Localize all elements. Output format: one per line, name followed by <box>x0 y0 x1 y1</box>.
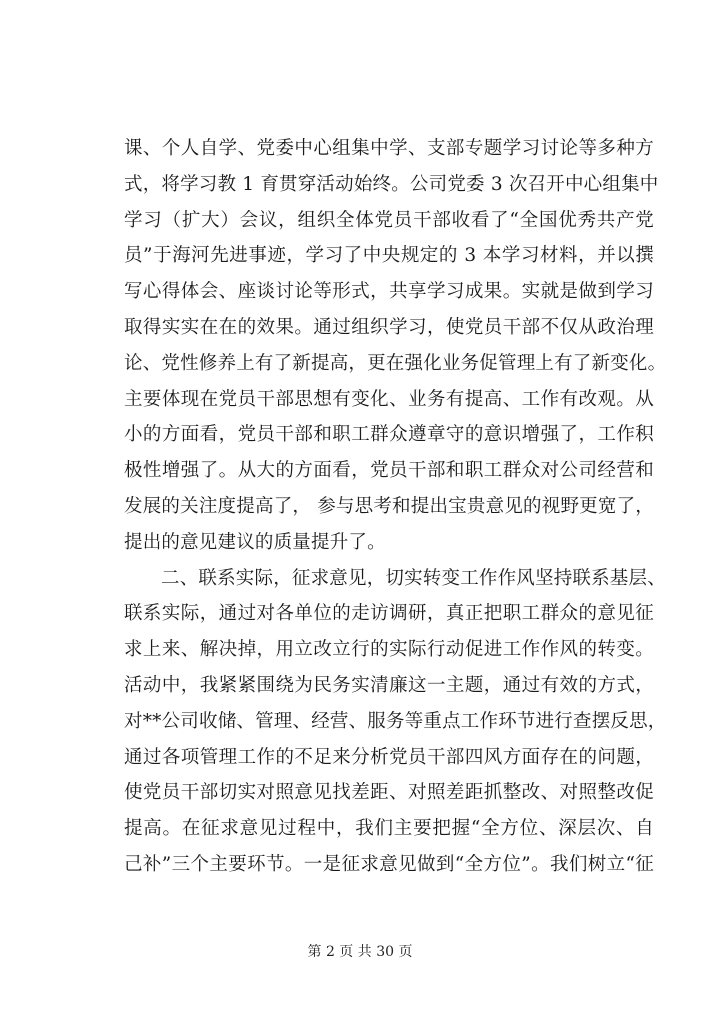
text-line: 小的方面看，党员干部和职工群众遵章守的意识增强了，工作积 <box>124 424 654 446</box>
text-line: 己补”三个主要环节。一是征求意见做到“全方位”。我们树立“征 <box>124 853 654 875</box>
page-footer: 第 2 页 共 30 页 <box>307 944 413 960</box>
text-line: 写心得体会、座谈讨论等形式，共享学习成果。实就是做到学习 <box>124 281 654 303</box>
text-line: 主要体现在党员干部思想有变化、业务有提高、工作有改观。从 <box>124 388 654 410</box>
text-line: 求上来、解决掉，用立改立行的实际行动促进工作作风的转变。 <box>124 639 654 661</box>
body-text <box>124 131 667 883</box>
text-line: 通过各项管理工作的不足来分析党员干部四风方面存在的问题， <box>124 746 654 768</box>
text-line: 对**公司收储、管理、经营、服务等重点工作环节进行查摆反思， <box>124 710 667 732</box>
text-line: 论、党性修养上有了新提高，更在强化业务促管理上有了新变化。 <box>124 352 667 374</box>
text-line: 提高。在征求意见过程中，我们主要把握“全方位、深层次、自 <box>124 818 654 840</box>
text-line: 取得实实在在的效果。通过组织学习，使党员干部不仅从政治理 <box>124 316 654 338</box>
text-line: 式，将学习教 1 育贯穿活动始终。公司党委 3 次召开中心组集中 <box>124 173 659 195</box>
text-line: 二、联系实际，征求意见，切实转变工作作风坚持联系基层、 <box>161 567 666 589</box>
text-line: 使党员干部切实对照意见找差距、对照差距抓整改、对照整改促 <box>124 782 654 804</box>
text-line: 发展的关注度提高了， 参与思考和提出宝贵意见的视野更宽了， <box>124 495 654 517</box>
text-line: 课、个人自学、党委中心组集中学、支部专题学习讨论等多种方 <box>124 138 654 159</box>
text-line: 学习（扩大）会议，组织全体党员干部收看了“全国优秀共产党 <box>124 209 654 231</box>
text-line: 提出的意见建议的质量提升了。 <box>124 531 386 553</box>
text-line: 员”于海河先进事迹，学习了中央规定的 3 本学习材料，并以撰 <box>124 245 654 267</box>
text-line: 极性增强了。从大的方面看，党员干部和职工群众对公司经营和 <box>124 460 654 482</box>
text-line: 联系实际，通过对各单位的走访调研，真正把职工群众的意见征 <box>124 603 654 625</box>
text-line: 活动中，我紧紧围绕为民务实清廉这一主题，通过有效的方式， <box>124 674 654 696</box>
